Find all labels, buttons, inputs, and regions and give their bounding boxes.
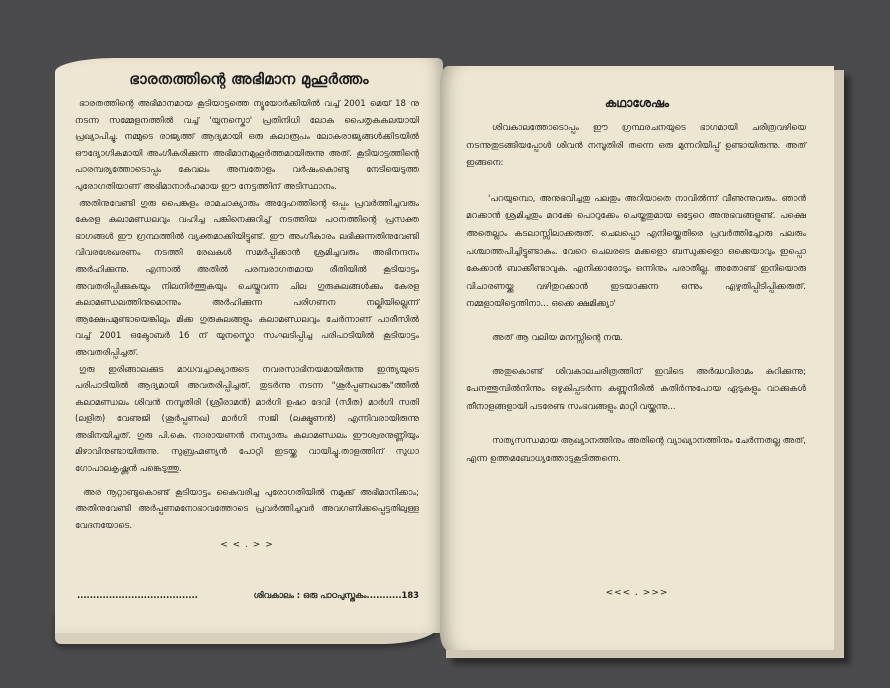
left-paragraph-3: ഗുരു ഇരിങ്ങാലക്കുട മാധവച്ചാക്യാരുടെ നവരസാഭിനയമായിരുന്നു ഇന്ത്യയുടെ പരിപാടിയിൽ ആദ്യമായി അവതരിപ്പിച്ചത്. തുടർന്നു നടന്ന "ശൂർപ്പണഖാങ്ക"ത്തിൽ കലാമണ്ഡലം ശിവൻ നമ്പൂതിരി (ശ്രീരാമൻ) മാർഗി ഉഷാ ദേവി (സീത) മാർഗി സതി (ലളിത) വേണുജി (ശൂർപ്പണഖ) മാർഗി സജി (ലക്ഷ്മണൻ) എന്നിവരായിരുന്നു അഭിനയിച്ചത്. ഗുരു പി.കെ. നാരായണൻ നമ്പ്യാരും കലാമണ്ഡലം ഈശ്വരനുണ്ണിയും മിഴാവിനുണ്ടായിരുന്നു. സുബ്രഹ്മണ്യൻ പോറ്റി ഇടയ്ക്ക വായിച്ചു.താളത്തിന് സുധാ ഗോപാലകൃഷ്ണൻ പങ്കെടുത്തു.	[75, 364, 419, 475]
left-page-nav[interactable]: < < . > >	[220, 540, 274, 551]
left-paragraph-2: അതിനുവേണ്ടി ഗുരു പൈങ്കുളം രാമചാക്യാരും അദ്ദേഹത്തിന്റെ ഒപ്പം പ്രവർത്തിച്ചവരും കേരള കലാമണ്ഡലവും വഹിച്ച പങ്കിനെക്കുറിച്ച് നടത്തിയ പഠനത്തിന്റെ പ്രസക്ത ഭാഗങ്ങൾ ഈ ഗ്രന്ഥത്തിൽ വ്യക്തമാക്കിയിട്ടുണ്ട്. ഈ അംഗീകാരം ലഭിക്കുന്നതിനുവേണ്ടി വിവരശേഖരണം നടത്തി രേഖകൾ സമർപ്പിക്കാൻ ശ്രമിച്ചവരും അഭിനന്ദനം അർഹിക്കുന്നു. എന്നാൽ അതിൽ പരമ്പരാഗതമായ രീതിയിൽ കൂടിയാട്ടം അവതരിപ്പിക്കുകയും നിലനിർത്തുകയും ചെയ്തുവന്ന ചില ഗുരുകുലങ്ങൾക്കും കേരള കലാമണ്ഡലത്തിനുമൊന്നും അർഹിക്കുന്ന പരിഗണന നല്കിയില്ലെന്ന് ആക്ഷേപമുണ്ടായെങ്കിലും മിക്ക ഗുരുകുലങ്ങളും കലാമണ്ഡലവും ചേർന്നാണ് പാരീസിൽ വച്ച് 2001 ഒക്ടോബർ 16 ന് യുനസ്കൊ സംഘടിപ്പിച്ച പരിപാടിയിൽ കൂടിയാട്ടം അവതരിപ്പിച്ചത്.	[75, 198, 419, 358]
right-paragraph-5: സത്യസന്ധമായ ആഖ്യാനത്തിനും അതിന്റെ വ്യാഖ്യാനത്തിനും ചേർന്നതല്ല അത്, എന്ന ഉത്തമബോധ്യത്തോടുകൂടിത്തന്നെ.	[466, 436, 806, 464]
left-page	[55, 58, 443, 633]
left-page-title: ഭാരതത്തിന്റെ അഭിമാന മുഹൂർത്തം	[129, 70, 369, 88]
right-page-nav[interactable]: <<< . >>>	[605, 588, 669, 598]
right-page-body	[466, 120, 806, 469]
right-paragraph-1: ശിവകാലത്തോടൊപ്പം ഈ ഗ്രന്ഥരചനയുടെ ഭാഗമായി ചരിത്രവഴിയെ നടന്നുതുടങ്ങിയപ്പോൾ ശിവൻ നമ്പൂതിരി തന്നെ ഒരു മുന്നറിയിപ്പ് ഉണ്ടായിരുന്നു. അത് ഇങ്ങനെ:	[466, 123, 806, 169]
footer-book-title: ശിവകാലം : ഒരു പാഠപുസ്തകം...........183	[253, 590, 419, 600]
right-paragraph-4: അതുകൊണ്ട് ശിവകാലചരിത്രത്തിന് ഇവിടെ അർദ്ധവിരാമം കുറിക്കുന്നു; പേനത്തുമ്പിൽനിന്നും ഒഴുകിപ്പടർന്ന കണ്ണുനീരിൽ കുതിർന്നുപോയ ഏടുകളും വാക്കുകൾ തീനാളങ്ങളായി പടരേണ്ട സംഭവങ്ങളും മാറ്റി വയ്ക്കുന്നു...	[466, 366, 806, 412]
right-page-title: കഥാശേഷം	[604, 96, 670, 110]
footer-dots: ......................................	[77, 590, 198, 600]
left-paragraph-1: ഭാരതത്തിന്റെ അഭിമാനമായ കൂടിയാട്ടത്തെ ന്യൂയോർക്കിയിൽ വച്ച് 2001 മെയ് 18 നു നടന്ന സമ്മേളനത്തിൽ വച്ച് 'യുനസ്കൊ' പ്രതിനിധി ലോക പൈതൃകകലയായി പ്രഖ്യാപിച്ചു. നമ്മുടെ രാജ്യത്ത് ആദ്യമായി ഒരു കലാരൂപം ലോകരാജ്യങ്ങൾക്കിടയിൽ ഔദ്യോഗികമായി അംഗീകരിക്കുന്ന അഭിമാനമുഹൂർത്തമായിരുന്നു അത്. കൂടിയാട്ടത്തിന്റെ പാരമ്പര്യത്തോടൊപ്പം കേവലം അമ്പതോളം വർഷംകൊണ്ടു നേടിയെടുത്ത പുരോഗതിയാണ് അഭിമാനാർഹമായ ഈ നേട്ടത്തിന് അടിസ്ഥാനം.	[75, 99, 419, 192]
right-paragraph-3: അത് ആ വലിയ മനസ്സിന്റെ നന്മ.	[492, 332, 623, 343]
left-paragraph-4: അര നൂറ്റാണ്ടുകൊണ്ട് കൂടിയാട്ടം കൈവരിച്ച പുരോഗതിയിൽ നമുക്ക് അഭിമാനിക്കാം; അതിനുവേണ്ടി അർപ്പണമനോഭാവത്തോടെ പ്രവർത്തിച്ചവർ അവഗണിക്കപ്പെട്ടതിലുള്ള വേദനയോടെ.	[75, 487, 419, 531]
right-paragraph-2: 'പറയുമ്പൊ, അനുഭവിച്ചതു പലതും അറിയാതെ നാവിൽന്ന് വീണുന്നുവരും. ഞാൻ മറക്കാൻ ശ്രമിച്ചതും മറക്കേ പൊറുക്കേം ചെയ്തതുമായ ഒട്ടേറെ അനുഭവങ്ങളുണ്ട്. പക്ഷെ അതെല്ലാം കടലാസ്സിലാക്കരുത്. ചെലപ്പൊ എനിയ്ക്കെതിരെ പ്രവർത്തിച്ചോരു പലരും പശ്ചാത്തപിച്ചിട്ടുണ്ടാകും. വേറെ ചെലരടെ മക്കളൊ ബന്ധുക്കളൊ ഒക്കെയാവും ഇപ്പൊ കേക്കാൻ ബാക്കീണ്ടാവുക. എനിക്കാരോടും ഒന്നിനും പരാതീല്ല. അതോണ്ട് ഇനിയൊരു വിചാരണയ്ക്കു വഴിതുറക്കാൻ ഇടയാക്കുന്ന ഒന്നും എഴുതിപ്പിടിപ്പിക്കരുത്. നമ്മളായിട്ടെന്തിനാ... ഒക്കെ ക്ഷമിക്ക്യാ'	[466, 193, 806, 310]
right-page	[440, 66, 834, 650]
left-page-footer	[77, 590, 419, 601]
left-page-body	[75, 96, 419, 554]
